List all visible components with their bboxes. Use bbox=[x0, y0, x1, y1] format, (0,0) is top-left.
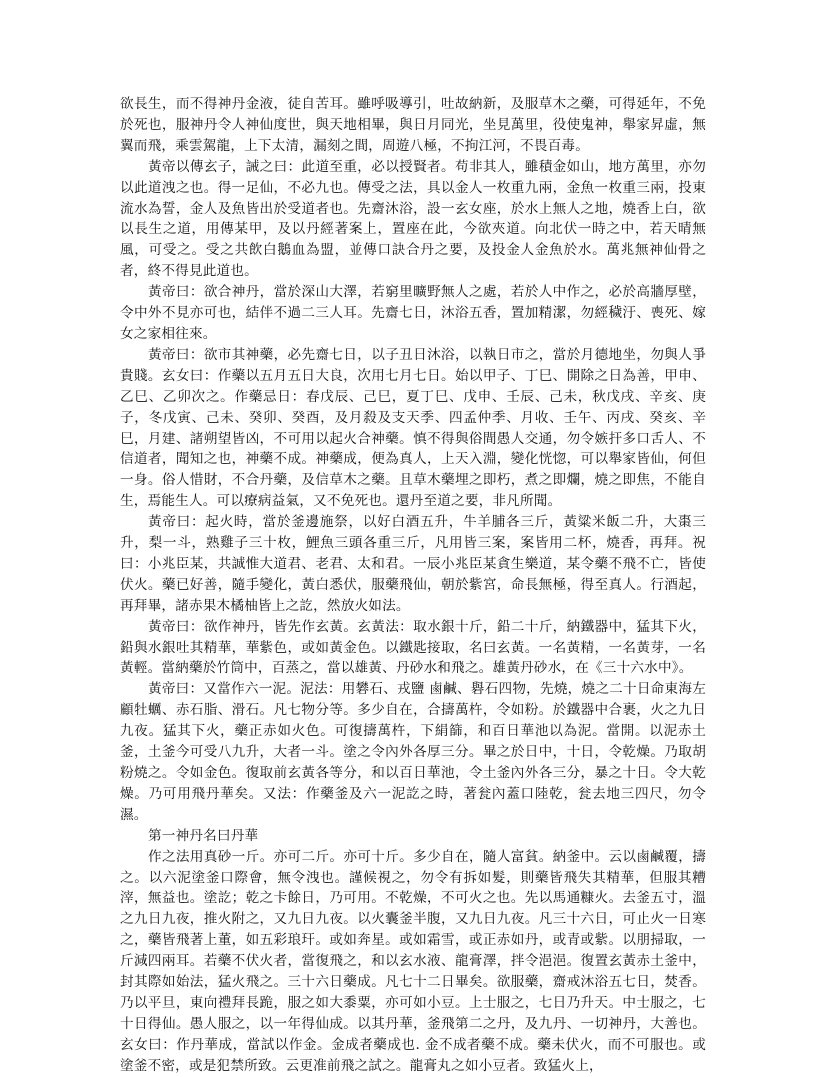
paragraph: 黃帝曰：起火時，當於釜邊施祭，以好白酒五升，牛羊脯各三斤，黃粱米飯二升，大棗三升，梨一斗，熟雞子三十枚，鯉魚三頭各重三斤，凡用皆三案，案皆用二杯，燒香，再拜。祝曰：小兆臣某，共誠惟大道君、老君、太和君。一辰小兆臣某貪生樂道，某令藥不飛不亡，皆使伏火。藥已好善，隨手變化，黃白悉伏，服藥飛仙，朝於紫宮，命長無極，得至真人。行酒起，再拜畢，諸赤果木橘柚皆上之訖，然放火如法。 bbox=[120, 514, 706, 614]
paragraph: 黃帝曰：欲作神丹，皆先作玄黃。玄黃法：取水銀十斤，鉛二十斤，納鐵器中，猛其下火，鉛與水銀吐其精華，華紫色，或如黃金色。以鐵匙接取，名曰玄黃。一名黃精，一名黃芽，一名黃輕。當納藥於竹筒中，百蒸之，當以雄黃、丹砂水和飛之。雄黃丹砂水，在《三十六水中》。 bbox=[120, 618, 706, 677]
paragraph: 黃帝曰：欲合神丹，當於深山大澤，若窮里曠野無人之處，若於人中作之，必於高牆厚壁，令中外不見亦可也，結伴不過二三人耳。先齋七日，沐浴五香，置加精潔，勿經穢汙、喪死、嫁女之家相往來。 bbox=[120, 284, 706, 342]
section-heading: 第一神丹名曰丹華 bbox=[148, 827, 259, 844]
paragraph: 作之法用真砂一斤。亦可二斤。亦可十斤。多少自在，隨人富貧。納釜中。云以鹵鹹覆，擣之。以六泥塗釜口際會，無令洩也。謹候視之，勿令有拆如髮，則藥皆飛失其精華，但服其糟滓，無益也。塗訖；乾之卡餘日，乃可用。不乾燥，不可火之也。先以馬通糠火。去釜五寸，溫之九日九夜，推火附之，又九日九夜。以火囊釜半腹，又九日九夜。凡三十六日，可止火一日寒之，藥皆飛著上董，如五彩琅玕。或如奔星。或如霜雪，或正赤如丹，或青或紫。以朋掃取，一斤減四兩耳。若藥不伏火者，當復飛之，和以玄水液、龍膏澤，拌令浥浥。復置玄黃赤土釜中，封其際如始法，猛火飛之。三十六日藥成。凡七十二日畢矣。欲服藥，齋戒沐浴五七日，焚香。乃以平旦，東向禮拜長跪，服之如大黍粟，亦可如小豆。上士服之，七日乃升天。中士服之，七十日得仙。愚人服之，以一年得仙成。以其丹華，釜飛第二之丹，及九丹、一切神丹，大善也。玄女曰：作丹華成，當試以作金。金成者藥成也. 金不成者藥不成。藥未伏火，而不可服也。或塗釜不密，或是犯禁所致。云更准前飛之試之。龍膏丸之如小豆者。致猛火上， bbox=[120, 848, 706, 1074]
paragraph: 黃帝曰：欲市其神藥，必先齋七日，以子丑日沐浴，以執日市之，當於月德地坐，勿與人爭貴賤。玄女曰：作藥以五月五日大良，次用七月七日。始以甲子、丁巳、開除之日為善，甲申、乙巳、乙卯次之。作藥忌日：春戊辰、己巳，夏丁巳、戊申、壬辰、己未，秋戊戌、辛亥、庚子，冬戊寅、己未、癸卯、癸酉，及月殺及支天季、四孟仲季、月收、壬午、丙戌、癸亥、辛巳，月建、諸朔望皆凶，不可用以起火合神藥。慎不得與俗間愚人交通，勿令嫉扞多口舌人、不信道者，聞知之也，神藥不成。神藥成，便為真人，上天入淵，變化恍惚，可以舉家皆仙，何但一身。俗人惜財，不合丹藥，及信草木之藥。且草木藥埋之即朽，煮之即爛，燒之即焦，不能自生，焉能生人。可以療病益氣，又不免死也。還丹至道之要，非凡所聞。 bbox=[120, 346, 706, 510]
paragraph: 黃帝以傳玄子，誡之曰：此道至重，必以授賢者。苟非其人，雖積金如山，地方萬里，亦勿以此道洩之也。得一足仙，不必九也。傳受之法，具以金人一枚重九兩，金魚一枚重三兩，投東流水為誓，金人及魚皆出於受道者也。先齋沐浴，設一玄女座，於水上無人之地，燒香上白，欲以長生之道，用傳某甲，及以丹經著案上，置座在此，今欲夾道。向北伏一時之中，若天晴無風，可受之。受之共飲白鵝血為盟，並傳口訣合丹之要，及投金人金魚於水。萬兆無神仙骨之者，終不得見此道也。 bbox=[120, 158, 706, 280]
paragraph: 黃帝曰：又當作六一泥。泥法：用礬石、戎鹽 鹵鹹、礜石四物，先燒，燒之二十日命東海左顧牡蠣、赤石脂、滑石。凡七物分等。多少自在，合擣萬杵，令如粉。於鐵器中合裹，火之九日九夜。猛其下火，藥正赤如火色。可復擣萬杵，下絹篩，和百日華池以為泥。當開。以泥赤土釜，土釜今可受八九升，大者一斗。塗之令內外各厚三分。畢之於日中，十日，令乾燥。乃取胡粉燒之。令如金色。復取前玄黃各等分，和以百日華池，令土釜內外各三分，暴之十日。令大乾燥。乃可用飛丹華矣。又法：作藥釜及六一泥訖之時，著瓮內蓋口陸乾，瓮去地三四尺，勿令濕。 bbox=[120, 681, 706, 823]
document-body bbox=[120, 94, 706, 1077]
paragraph: 欲長生，而不得神丹金液，徒自苦耳。雖呼吸導引，吐故納新，及服草木之藥，可得延年，不免於死也，服神丹令人神仙度世，與天地相畢，與日月同光，坐見萬里，役使鬼神，舉家昇虛，無翼而飛，乘雲駕龍，上下太清，漏刻之間，周遊八極，不拘江河，不畏百毒。 bbox=[120, 96, 706, 154]
